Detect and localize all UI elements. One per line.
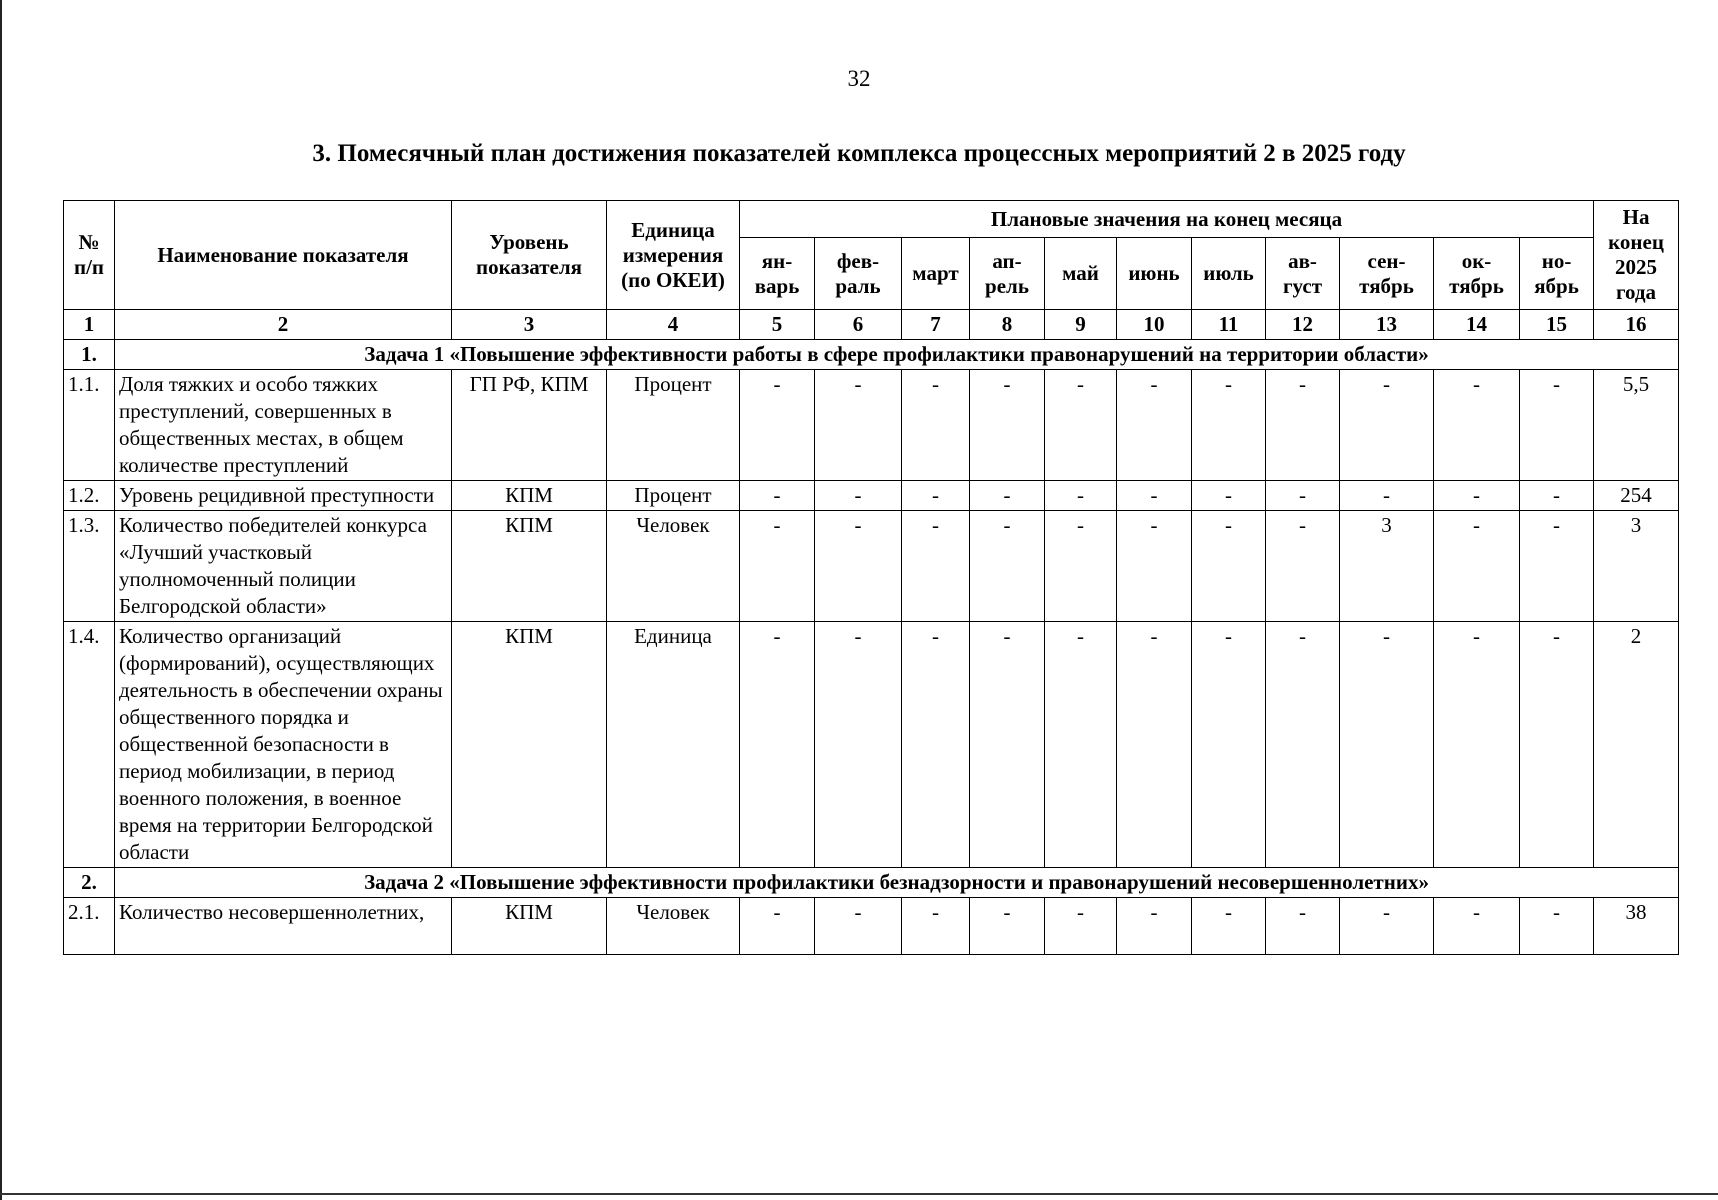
row-month-value: - xyxy=(1340,481,1434,511)
row-month-value: - xyxy=(815,481,902,511)
scan-edge-bottom xyxy=(0,1193,1718,1195)
row-month-value: - xyxy=(970,622,1045,868)
row-month-value: - xyxy=(1117,898,1192,955)
row-level: КПМ xyxy=(452,898,607,955)
header-row xyxy=(64,201,1679,238)
table-row xyxy=(64,481,1679,511)
row-month-value: - xyxy=(1520,511,1594,622)
row-month-value: - xyxy=(1266,511,1340,622)
row-month-value: - xyxy=(1266,622,1340,868)
row-unit: Процент xyxy=(607,370,740,481)
row-unit: Единица xyxy=(607,622,740,868)
row-level: КПМ xyxy=(452,622,607,868)
scan-edge-left xyxy=(0,0,2,1200)
row-month-value: - xyxy=(740,481,815,511)
row-month-value: - xyxy=(1117,622,1192,868)
row-month-value: - xyxy=(740,898,815,955)
column-number: 7 xyxy=(902,310,970,340)
row-month-value: - xyxy=(1434,481,1520,511)
row-month-value: - xyxy=(1192,481,1266,511)
row-month-value: - xyxy=(1117,511,1192,622)
monthly-plan-table xyxy=(63,200,1679,955)
row-month-value: - xyxy=(1340,622,1434,868)
column-number: 6 xyxy=(815,310,902,340)
row-indicator-name: Количество победителей конкурса «Лучший участковый уполномоченный полиции Белгородской области» xyxy=(115,511,452,622)
row-month-value: - xyxy=(740,511,815,622)
row-month-value: - xyxy=(1045,898,1117,955)
row-year-end-value: 254 xyxy=(1594,481,1679,511)
header-month: ок-тябрь xyxy=(1434,238,1520,310)
row-month-value: - xyxy=(902,481,970,511)
column-number: 1 xyxy=(64,310,115,340)
row-month-value: - xyxy=(815,511,902,622)
row-year-end-value: 38 xyxy=(1594,898,1679,955)
row-num: 1.4. xyxy=(64,622,115,868)
row-month-value: - xyxy=(1434,898,1520,955)
header-level: Уровень показателя xyxy=(452,201,607,310)
row-level: КПМ xyxy=(452,481,607,511)
column-number: 15 xyxy=(1520,310,1594,340)
header-plan-group: Плановые значения на конец месяца xyxy=(740,201,1594,238)
row-month-value: - xyxy=(1045,481,1117,511)
table-row xyxy=(64,898,1679,955)
row-month-value: - xyxy=(1117,370,1192,481)
row-month-value: - xyxy=(970,898,1045,955)
column-number: 16 xyxy=(1594,310,1679,340)
row-month-value: - xyxy=(1340,370,1434,481)
header-month: но-ябрь xyxy=(1520,238,1594,310)
row-month-value: - xyxy=(815,622,902,868)
task-title: Задача 2 «Повышение эффективности профилактики безнадзорности и правонарушений несовершеннолетних» xyxy=(115,868,1679,898)
row-month-value: - xyxy=(1520,898,1594,955)
row-month-value: - xyxy=(740,622,815,868)
header-month: март xyxy=(902,238,970,310)
row-month-value: - xyxy=(1192,370,1266,481)
header-month: ян-варь xyxy=(740,238,815,310)
task-num: 1. xyxy=(64,340,115,370)
row-year-end-value: 3 xyxy=(1594,511,1679,622)
column-number: 12 xyxy=(1266,310,1340,340)
header-month: ап-рель xyxy=(970,238,1045,310)
table-row xyxy=(64,511,1679,622)
column-number: 13 xyxy=(1340,310,1434,340)
row-month-value: - xyxy=(1434,511,1520,622)
row-indicator-name xyxy=(115,898,452,955)
row-month-value: - xyxy=(1520,622,1594,868)
column-number: 10 xyxy=(1117,310,1192,340)
row-month-value: - xyxy=(1340,898,1434,955)
column-number: 4 xyxy=(607,310,740,340)
column-number: 2 xyxy=(115,310,452,340)
row-year-end-value: 2 xyxy=(1594,622,1679,868)
header-month: июнь xyxy=(1117,238,1192,310)
row-num: 1.2. xyxy=(64,481,115,511)
row-month-value: - xyxy=(1434,622,1520,868)
row-year-end-value: 5,5 xyxy=(1594,370,1679,481)
page-number: 32 xyxy=(847,66,871,91)
row-month-value: - xyxy=(1520,481,1594,511)
row-month-value: - xyxy=(815,370,902,481)
header-month: ав-густ xyxy=(1266,238,1340,310)
row-month-value: - xyxy=(1192,622,1266,868)
header-month: июль xyxy=(1192,238,1266,310)
row-month-value: - xyxy=(1266,370,1340,481)
row-month-value: - xyxy=(1192,898,1266,955)
column-number: 9 xyxy=(1045,310,1117,340)
column-number: 14 xyxy=(1434,310,1520,340)
row-indicator-name: Уровень рецидивной преступности xyxy=(115,481,452,511)
row-month-value: - xyxy=(970,370,1045,481)
column-number: 8 xyxy=(970,310,1045,340)
row-month-value: - xyxy=(1045,622,1117,868)
header-month: май xyxy=(1045,238,1117,310)
row-unit: Человек xyxy=(607,511,740,622)
column-number-row xyxy=(64,310,1679,340)
page-title: 3. Помесячный план достижения показателей комплекса процессных мероприятий 2 в 2025 году xyxy=(312,140,1406,167)
row-unit: Процент xyxy=(607,481,740,511)
row-month-value: - xyxy=(1045,511,1117,622)
header-month: фев-раль xyxy=(815,238,902,310)
row-num: 1.3. xyxy=(64,511,115,622)
row-month-value: - xyxy=(1520,370,1594,481)
row-month-value: - xyxy=(740,370,815,481)
row-level: КПМ xyxy=(452,511,607,622)
row-month-value: - xyxy=(1434,370,1520,481)
row-indicator-name: Доля тяжких и особо тяжких преступлений, совершенных в общественных местах, в общем количестве преступлений xyxy=(115,370,452,481)
row-month-value: - xyxy=(902,898,970,955)
row-month-value: - xyxy=(902,511,970,622)
row-month-value: - xyxy=(1192,511,1266,622)
header-num: № п/п xyxy=(64,201,115,310)
task-row xyxy=(64,340,1679,370)
header-month: сен-тябрь xyxy=(1340,238,1434,310)
column-number: 3 xyxy=(452,310,607,340)
row-month-value: 3 xyxy=(1340,511,1434,622)
row-month-value: - xyxy=(970,511,1045,622)
column-number: 11 xyxy=(1192,310,1266,340)
row-month-value: - xyxy=(815,898,902,955)
header-name: Наименование показателя xyxy=(115,201,452,310)
row-month-value: - xyxy=(902,370,970,481)
row-month-value: - xyxy=(1266,898,1340,955)
task-row xyxy=(64,868,1679,898)
row-indicator-name: Количество организаций (формирований), осуществляющих деятельность в обеспечении охраны общественного порядка и общественной безопасности в период мобилизации, в период военного положения, в военное время на территории Белгородской области xyxy=(115,622,452,868)
table-row xyxy=(64,622,1679,868)
row-indicator-name-text: Количество несовершеннолетних, xyxy=(119,900,425,924)
row-unit: Человек xyxy=(607,898,740,955)
row-month-value: - xyxy=(1117,481,1192,511)
column-number: 5 xyxy=(740,310,815,340)
header-unit: Единица измерения (по ОКЕИ) xyxy=(607,201,740,310)
header-year-end: На конец 2025 года xyxy=(1594,201,1679,310)
row-month-value: - xyxy=(970,481,1045,511)
row-level: ГП РФ, КПМ xyxy=(452,370,607,481)
table-row xyxy=(64,370,1679,481)
row-month-value: - xyxy=(902,622,970,868)
row-num: 2.1. xyxy=(64,898,115,955)
task-num: 2. xyxy=(64,868,115,898)
row-num: 1.1. xyxy=(64,370,115,481)
row-month-value: - xyxy=(1266,481,1340,511)
row-month-value: - xyxy=(1045,370,1117,481)
task-title: Задача 1 «Повышение эффективности работы в сфере профилактики правонарушений на территории области» xyxy=(115,340,1679,370)
